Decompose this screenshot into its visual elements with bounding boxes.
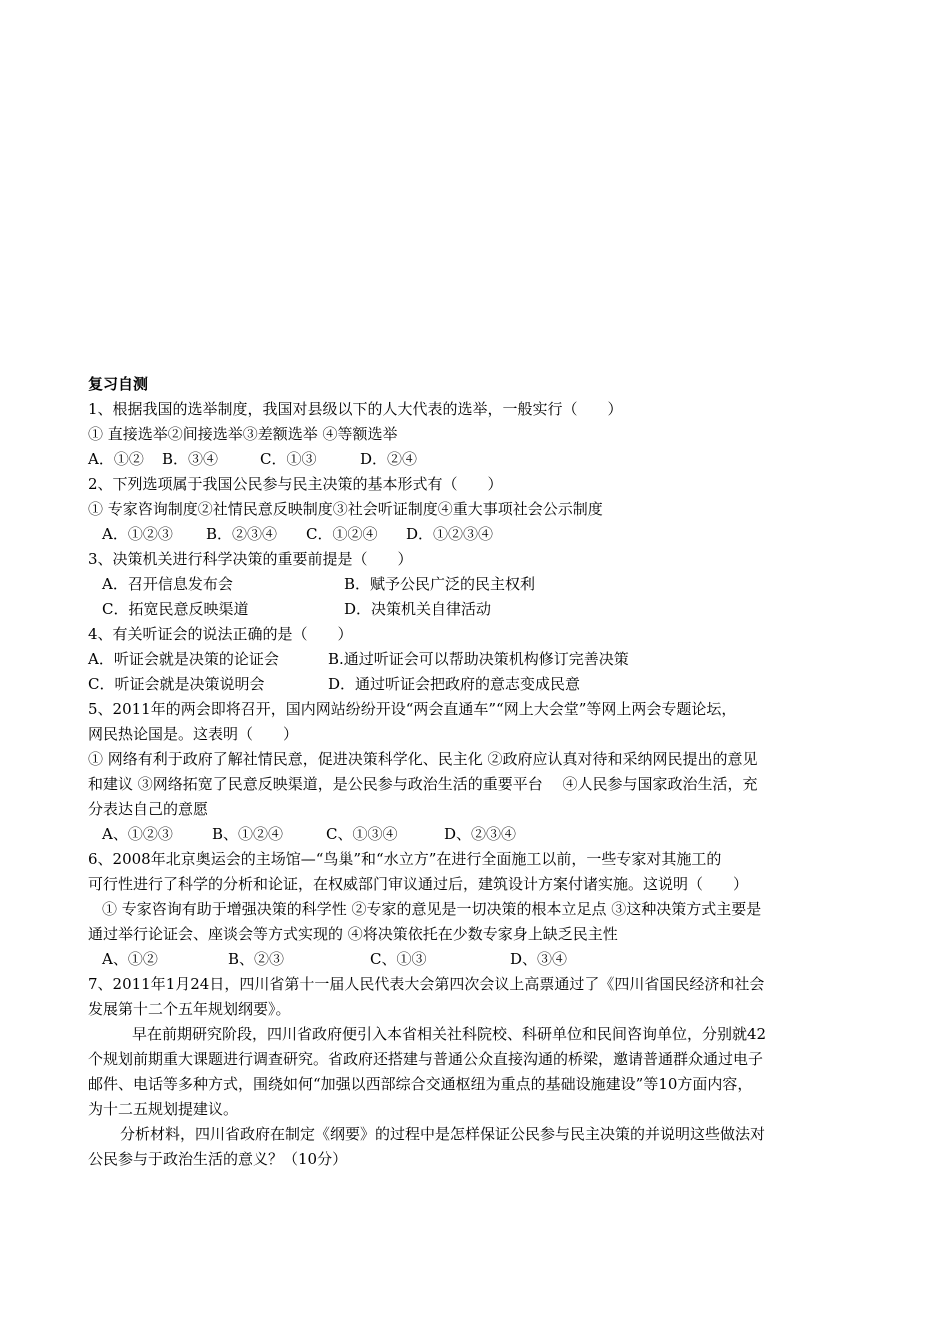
question-5-options (88, 822, 858, 847)
option-d: D．②④ (360, 450, 418, 468)
option-c: C．听证会就是决策说明会 (88, 675, 265, 693)
question-6-options (88, 947, 858, 972)
material-paragraph-line3: 邮件、电话等多种方式，围绕如何“加强以西部综合交通枢纽为重点的基础设施建设”等10方面内容， (88, 1075, 753, 1093)
material-paragraph-line4: 为十二五规划提建议。 (88, 1100, 239, 1118)
option-d: D．决策机关自律活动 (344, 600, 492, 618)
question-5-statements-line3: 分表达自己的意愿 (88, 800, 209, 818)
question-2-options (88, 522, 858, 547)
question-6-stem-line1: 6、2008年北京奥运会的主场馆—“鸟巢”和“水立方”在进行全面施工以前，一些专家对其施工的 (88, 850, 722, 868)
material-paragraph-line1: 早在前期研究阶段，四川省政府便引入本省相关社科院校、科研单位和民间咨询单位，分别就42 (132, 1025, 767, 1043)
option-c: C、①③ (370, 950, 427, 968)
option-b: B．②③④ (206, 525, 278, 543)
option-d: D、②③④ (444, 825, 517, 843)
material-paragraph-line2: 个规划前期重大课题进行调查研究。省政府还搭建与普通公众直接沟通的桥梁，邀请普通群众通过电子 (88, 1050, 764, 1068)
question-4-options-row2 (88, 672, 858, 697)
question-3-options-row1 (88, 572, 858, 597)
task-paragraph-line1: 分析材料，四川省政府在制定《纲要》的过程中是怎样保证公民参与民主决策的并说明这些做法对 (120, 1125, 766, 1143)
question-2-statements: ① 专家咨询制度②社情民意反映制度③社会听证制度④重大事项社会公示制度 (88, 500, 603, 518)
question-7-stem-line2: 发展第十二个五年规划纲要》。 (88, 1000, 291, 1018)
question-4-options-row1 (88, 647, 858, 672)
question-5-statements-line2: 和建议 ③网络拓宽了民意反映渠道，是公民参与政治生活的重要平台 ④人民参与国家政治生活，充 (88, 775, 758, 793)
option-c: C．拓宽民意反映渠道 (102, 600, 249, 618)
question-6-stem-line2: 可行性进行了科学的分析和论证，在权威部门审议通过后，建筑设计方案付诸实施。这说明（ ） (88, 875, 749, 893)
option-c: C、①③④ (326, 825, 398, 843)
question-7-stem-line1: 7、2011年1月24日，四川省第十一届人民代表大会第四次会议上高票通过了《四川省国民经济和社会 (88, 975, 765, 993)
option-a: A．听证会就是决策的论证会 (88, 650, 279, 668)
option-b: B、①②④ (212, 825, 284, 843)
section-title: 复习自测 (88, 375, 149, 393)
question-3-stem: 3、决策机关进行科学决策的重要前提是（ ） (88, 550, 413, 568)
option-c: C．①③ (260, 450, 317, 468)
question-6-statements-line2: 通过举行论证会、座谈会等方式实现的 ④将决策依托在少数专家身上缺乏民主性 (88, 925, 618, 943)
question-1-stem: 1、根据我国的选举制度，我国对县级以下的人大代表的选举，一般实行（ ） (88, 400, 623, 418)
option-a: A．召开信息发布会 (102, 575, 233, 593)
question-5-statements-line1: ① 网络有利于政府了解社情民意，促进决策科学化、民主化 ②政府应认真对待和采纳网民提出的意见 (88, 750, 758, 768)
question-2-stem: 2、下列选项属于我国公民参与民主决策的基本形式有（ ） (88, 475, 503, 493)
option-a: A、①② (102, 950, 158, 968)
option-a: A、①②③ (102, 825, 173, 843)
option-d: D、③④ (510, 950, 568, 968)
option-b: B.通过听证会可以帮助决策机构修订完善决策 (328, 650, 629, 668)
option-a: A．①②③ (102, 525, 173, 543)
question-1-options (88, 447, 858, 472)
question-6-statements-line1: ① 专家咨询有助于增强决策的科学性 ②专家的意见是一切决策的根本立足点 ③这种决策方式主要是 (102, 900, 762, 918)
option-c: C．①②④ (306, 525, 378, 543)
question-1-statements: ① 直接选举②间接选举③差额选举 ④等额选举 (88, 425, 398, 443)
option-b: B．③④ (162, 450, 219, 468)
option-b: B、②③ (228, 950, 285, 968)
option-d: D．通过听证会把政府的意志变成民意 (328, 675, 581, 693)
question-3-options-row2 (88, 597, 858, 622)
question-5-stem-line2: 网民热论国是。这表明（ ） (88, 725, 299, 743)
review-section (88, 372, 858, 1172)
task-paragraph-line2: 公民参与于政治生活的意义？（10分） (88, 1150, 348, 1168)
question-4-stem: 4、有关听证会的说法正确的是（ ） (88, 625, 353, 643)
option-d: D．①②③④ (406, 525, 494, 543)
option-b: B．赋予公民广泛的民主权利 (344, 575, 536, 593)
option-a: A．①② (88, 450, 144, 468)
question-5-stem-line1: 5、2011年的两会即将召开，国内网站纷纷开设“两会直通车”“网上大会堂”等网上两会专题论坛， (88, 700, 737, 718)
